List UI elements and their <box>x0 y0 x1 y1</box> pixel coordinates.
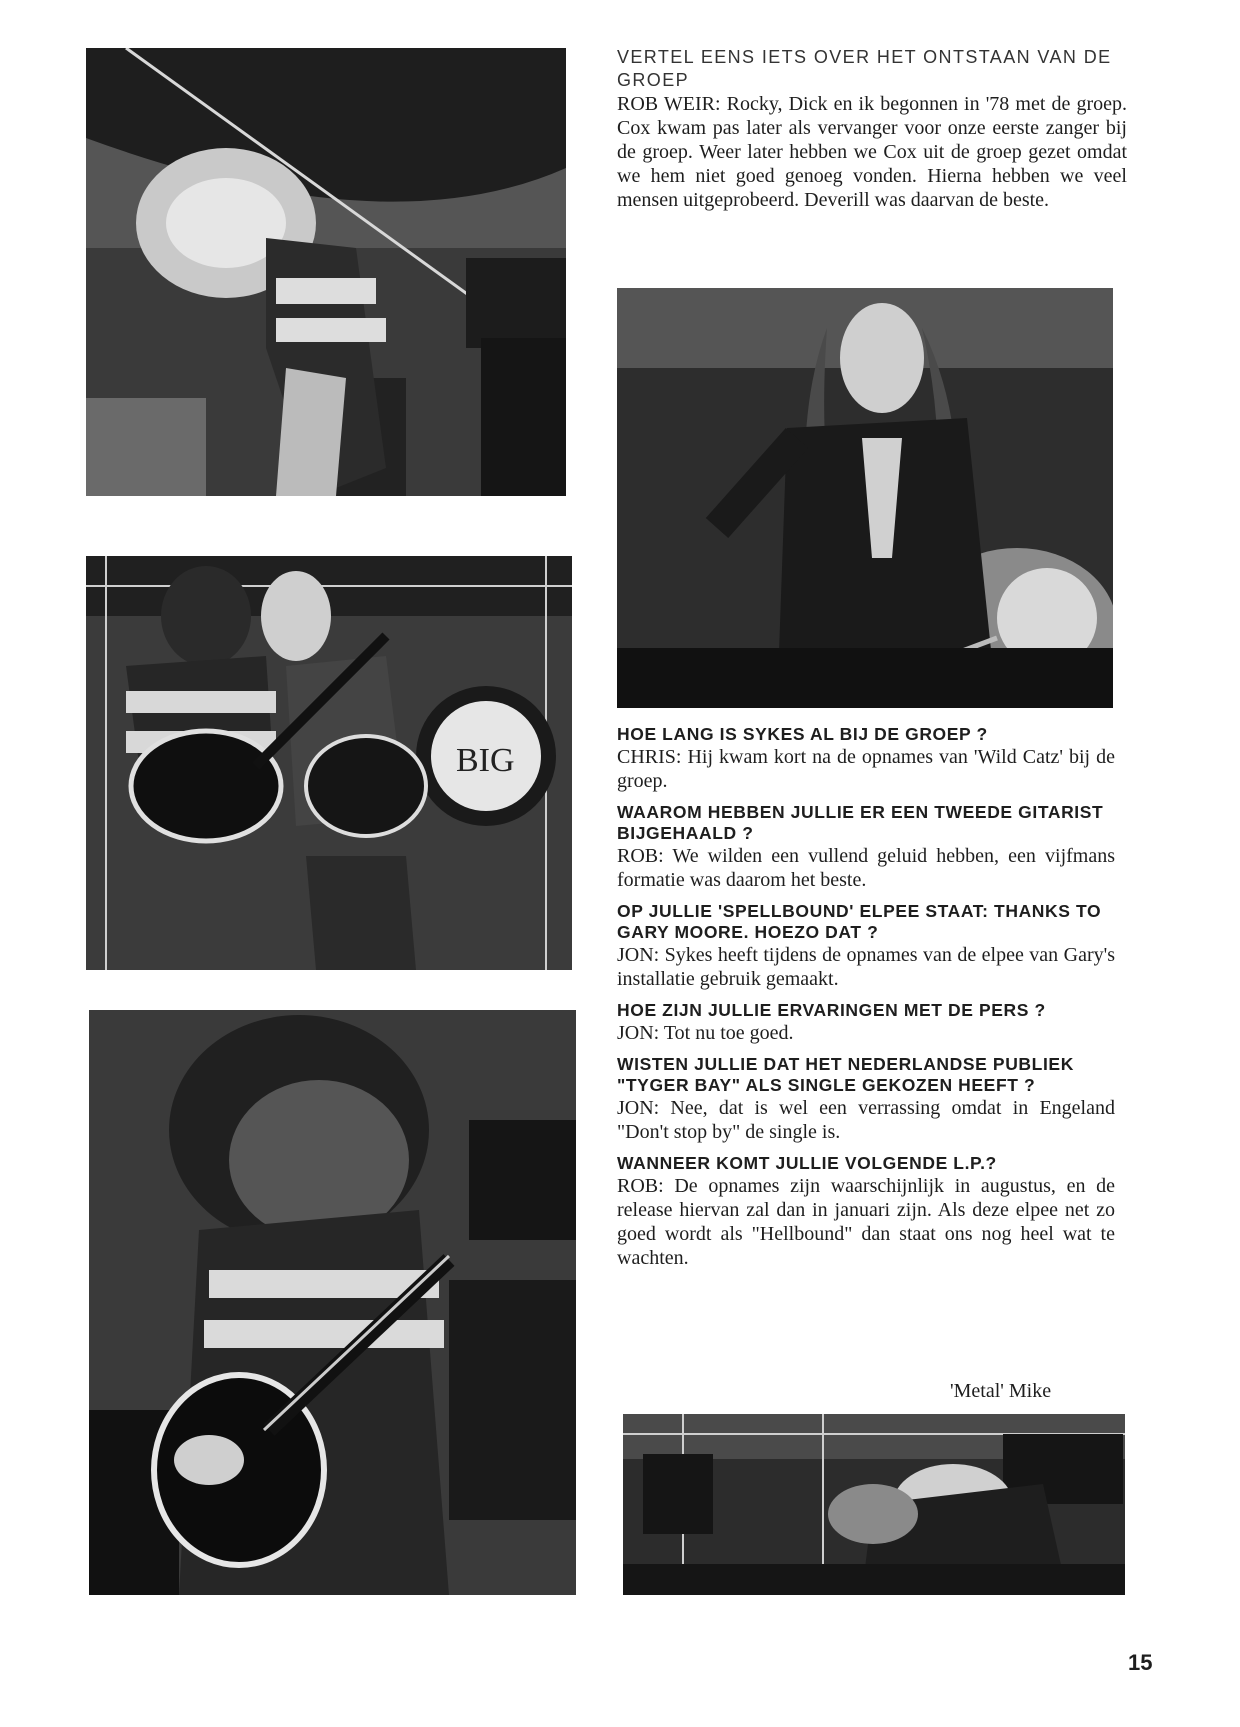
photo-guitarists-drumkit <box>86 556 572 970</box>
intro-answer: ROB WEIR: Rocky, Dick en ik begonnen in '78 met de groep. Cox kwam pas later als vervanger voor onze eerste zanger bij de groep. Weer later hebben we Cox uit de groep gezet omdat we hem niet goed genoeg vonden. Hierna hebben we veel mensen uitgeprobeerd. Deverill was daarvan de beste. <box>617 93 1127 211</box>
qa-answer: ROB: De opnames zijn waarschijnlijk in augustus, en de release hiervan zal dan in januari zijn. Als deze elpee net zo goed wordt als "Hellbound" dan staat ons nog heel wat te wachten. <box>617 1175 1115 1269</box>
qa-answer: JON: Sykes heeft tijdens de opnames van de elpee van Gary's installatie gebruik gemaakt. <box>617 944 1115 990</box>
qa-answer: ROB: We wilden een vullend geluid hebben, een vijfmans formatie was daarom het beste. <box>617 845 1115 891</box>
photo-band-wide <box>623 1414 1125 1595</box>
qa-question: WAAROM HEBBEN JULLIE ER EEN TWEEDE GITARIST BIJGEHAALD ? <box>617 802 1104 843</box>
qa-item <box>617 1000 1115 1045</box>
qa-answer: CHRIS: Hij kwam kort na de opnames van 'Wild Catz' bij de groep. <box>617 746 1115 792</box>
author-signature: 'Metal' Mike <box>950 1380 1052 1402</box>
qa-question: WISTEN JULLIE DAT HET NEDERLANDSE PUBLIEK "TYGER BAY" ALS SINGLE GEKOZEN HEEFT ? <box>617 1054 1074 1095</box>
page-number: 15 <box>1128 1650 1153 1675</box>
qa-question: HOE LANG IS SYKES AL BIJ DE GROEP ? <box>617 724 988 744</box>
qa-question: WANNEER KOMT JULLIE VOLGENDE L.P.? <box>617 1153 997 1173</box>
drum-logo: BIG <box>456 742 515 779</box>
qa-question: OP JULLIE 'SPELLBOUND' ELPEE STAAT: THANKS TO GARY MOORE. HOEZO DAT ? <box>617 901 1102 942</box>
photo-singer-microphone <box>617 288 1113 708</box>
qa-item <box>617 901 1115 991</box>
intro-section <box>617 46 1127 221</box>
qa-item <box>617 1054 1115 1144</box>
qa-answer: JON: Nee, dat is wel een verrassing omdat in Engeland "Don't stop by" de single is. <box>617 1097 1115 1143</box>
qa-item <box>617 1153 1115 1270</box>
qa-section <box>617 724 1115 1279</box>
qa-item <box>617 802 1115 892</box>
photo-singer-stage <box>86 48 566 496</box>
qa-item <box>617 724 1115 793</box>
qa-question: HOE ZIJN JULLIE ERVARINGEN MET DE PERS ? <box>617 1000 1046 1020</box>
photo-guitarist-closeup <box>89 1010 576 1595</box>
qa-answer: JON: Tot nu toe goed. <box>617 1022 794 1044</box>
intro-question: VERTEL EENS IETS OVER HET ONTSTAAN VAN DE GROEP <box>617 47 1112 90</box>
